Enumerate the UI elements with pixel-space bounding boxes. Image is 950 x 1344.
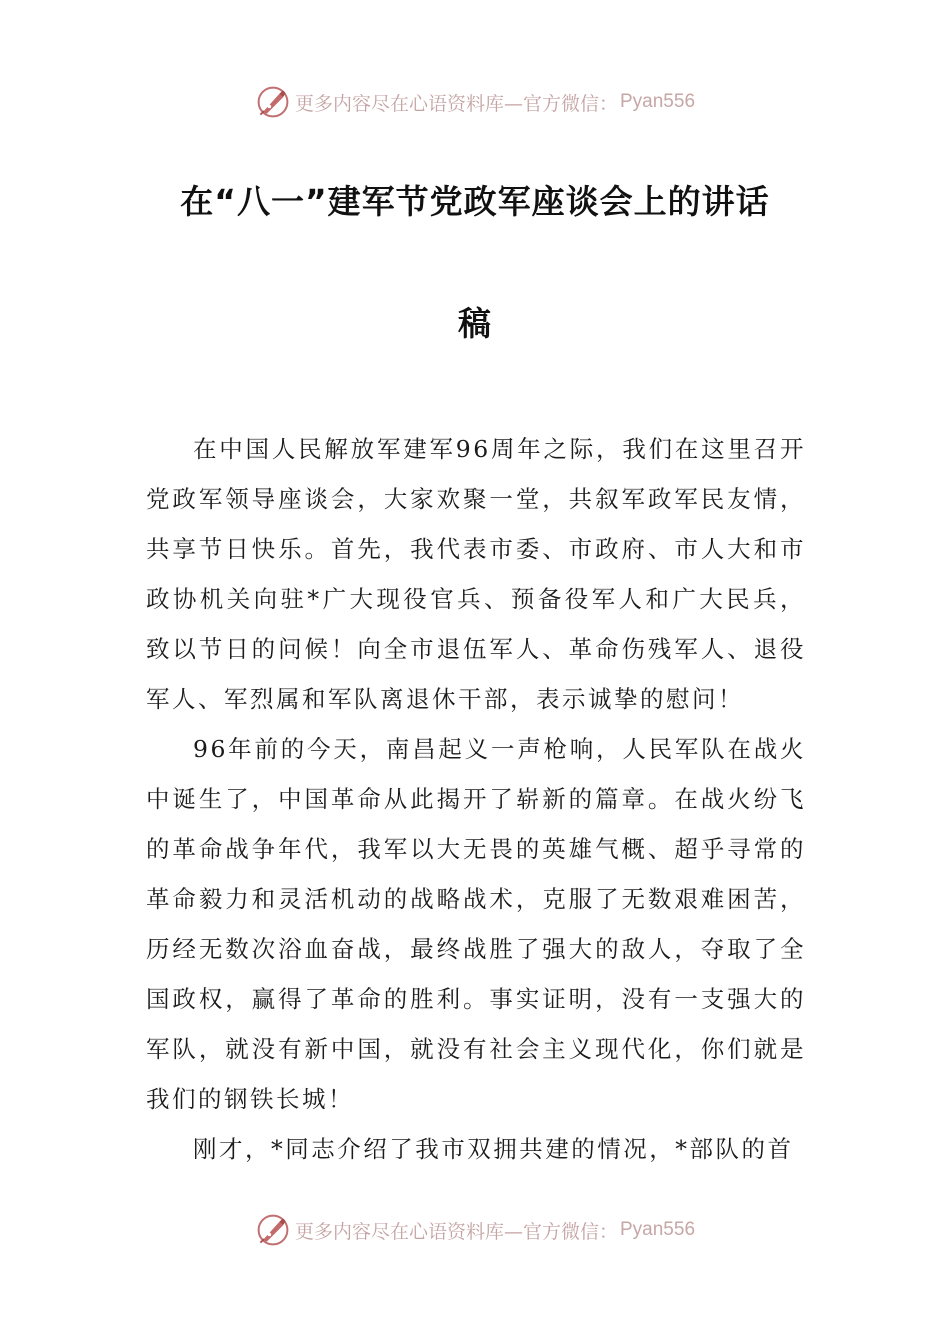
paragraph: 96年前的今天，南昌起义一声枪响，人民军队在战火中诞生了，中国革命从此揭开了崭新的篇章。在战火纷飞的革命战争年代，我军以大无畏的英雄气概、超乎寻常的革命毅力和灵活机动的战略战术，克服了无数艰难困苦，历经无数次浴血奋战，最终战胜了强大的敌人，夺取了全国政权，赢得了革命的胜利。事实证明，没有一支强大的军队，就没有新中国，就没有社会主义现代化，你们就是我们的钢铁长城！ <box>146 735 806 1113</box>
watermark-wechat-id: Pyan556 <box>620 1219 696 1240</box>
paragraph: 在中国人民解放军建军96周年之际，我们在这里召开党政军领导座谈会，大家欢聚一堂，共叙军政军民友情，共享节日快乐。首先，我代表市委、市政府、市人大和市政协机关向驻*广大现役官兵、预备役军人和广大民兵，致以节日的问候！向全市退伍军人、革命伤残军人、退役军人、军烈属和军队离退休干部，表示诚挚的慰问！ <box>146 435 806 713</box>
paragraph: 刚才，*同志介绍了我市双拥共建的情况，*部队的首 <box>193 1135 794 1163</box>
header-watermark <box>0 84 950 120</box>
watermark-text: 更多内容尽在心语资料库—官方微信： <box>294 92 618 115</box>
watermark-wechat-id: Pyan556 <box>620 91 696 112</box>
pen-nib-logo-icon <box>255 1212 291 1248</box>
document-body <box>146 424 806 1174</box>
document-title-continuation: 稿 <box>458 304 492 343</box>
document-title: 在“八一”建军节党政军座谈会上的讲话 <box>180 182 770 221</box>
footer-watermark <box>0 1212 950 1248</box>
watermark-text: 更多内容尽在心语资料库—官方微信： <box>294 1220 618 1243</box>
pen-nib-logo-icon <box>255 84 291 120</box>
